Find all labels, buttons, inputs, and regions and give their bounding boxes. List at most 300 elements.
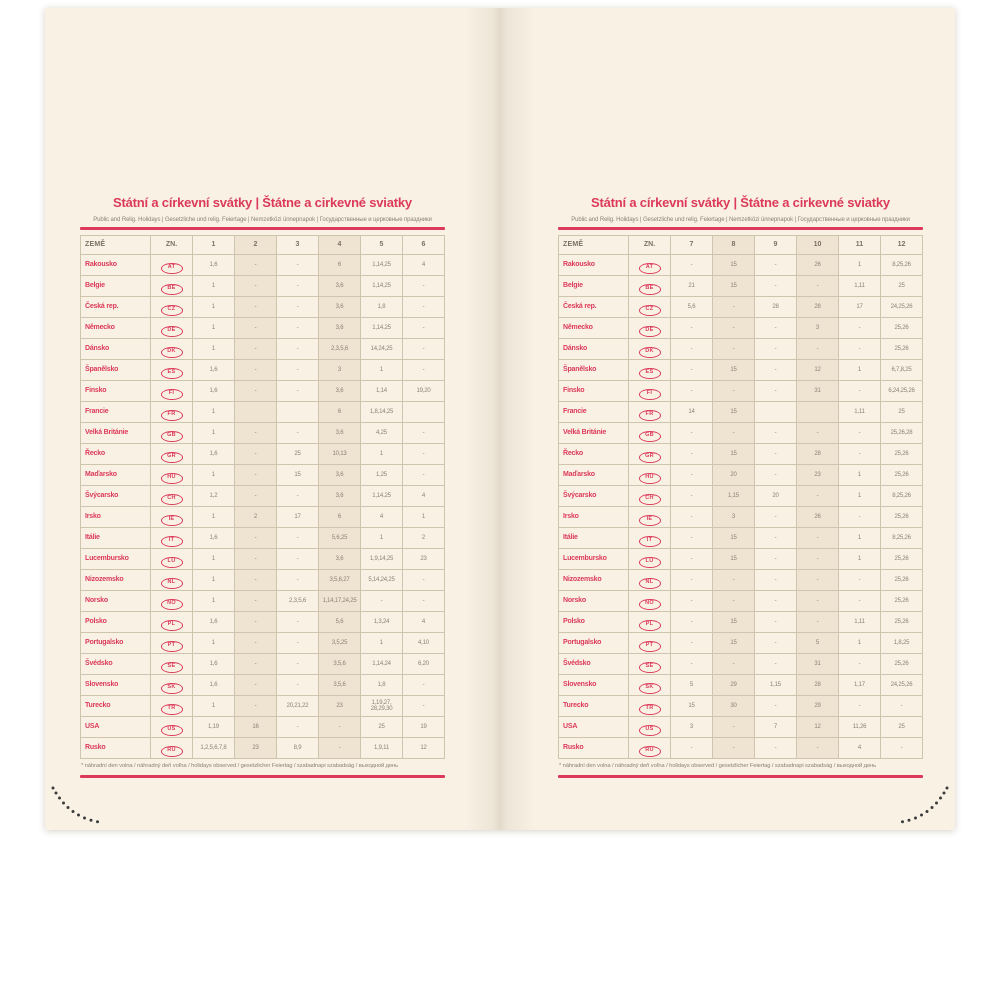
country-label: Rakousko <box>81 255 151 276</box>
country-code-badge: CZ <box>161 305 183 316</box>
table-row <box>559 612 923 633</box>
holiday-cell: - <box>235 696 277 717</box>
holiday-cell: 25,26 <box>881 591 923 612</box>
holiday-cell: - <box>755 381 797 402</box>
country-label: Rakousko <box>559 255 629 276</box>
country-code-badge: GB <box>639 431 661 442</box>
holiday-cell: 23 <box>235 738 277 759</box>
holiday-cell: 1,6 <box>193 444 235 465</box>
country-code-cell <box>629 675 671 696</box>
holiday-cell: - <box>755 318 797 339</box>
bottom-rule <box>80 775 445 778</box>
holiday-cell: 8,25,26 <box>881 255 923 276</box>
table-row <box>559 717 923 738</box>
table-row <box>81 654 445 675</box>
table-row <box>559 528 923 549</box>
column-header-month-5: 5 <box>361 236 403 255</box>
holiday-cell: 1,3,24 <box>361 612 403 633</box>
holiday-cell: - <box>755 276 797 297</box>
holiday-cell: - <box>319 738 361 759</box>
holiday-cell: 2 <box>235 507 277 528</box>
country-code-badge: DK <box>161 347 183 358</box>
holiday-cell: 1,14,24 <box>361 654 403 675</box>
page-left <box>45 8 500 830</box>
holiday-cell: - <box>403 591 445 612</box>
holiday-cell: - <box>235 381 277 402</box>
holiday-cell: 1,14,25 <box>361 318 403 339</box>
holiday-cell: - <box>235 591 277 612</box>
country-code-cell <box>151 276 193 297</box>
country-code-badge: NO <box>161 599 183 610</box>
country-code-cell <box>151 570 193 591</box>
holiday-cell: - <box>797 612 839 633</box>
holiday-cell: 17 <box>277 507 319 528</box>
table-row <box>81 360 445 381</box>
table-row <box>81 318 445 339</box>
holiday-cell: - <box>797 486 839 507</box>
holiday-cell: - <box>755 633 797 654</box>
country-code-cell <box>629 255 671 276</box>
holiday-cell: 3 <box>713 507 755 528</box>
holiday-cell: - <box>235 423 277 444</box>
holiday-cell: - <box>403 696 445 717</box>
column-header-month-3: 3 <box>277 236 319 255</box>
holiday-cell: 1,15 <box>713 486 755 507</box>
holiday-cell: 5 <box>797 633 839 654</box>
column-header-month-8: 8 <box>713 236 755 255</box>
holiday-cell: - <box>671 633 713 654</box>
country-code-cell <box>151 339 193 360</box>
country-label: Slovensko <box>81 675 151 696</box>
country-label: Polsko <box>81 612 151 633</box>
table-row <box>81 255 445 276</box>
holiday-cell: 1 <box>839 528 881 549</box>
holiday-cell: 12 <box>403 738 445 759</box>
holiday-cell <box>277 402 319 423</box>
column-header-month-7: 7 <box>671 236 713 255</box>
table-row <box>559 570 923 591</box>
country-label: Belgie <box>81 276 151 297</box>
country-label: Norsko <box>81 591 151 612</box>
holiday-cell: - <box>713 570 755 591</box>
holiday-cell: 12 <box>797 360 839 381</box>
holiday-cell: - <box>755 591 797 612</box>
holiday-cell: 3,6 <box>319 423 361 444</box>
bottom-rule <box>558 775 923 778</box>
holiday-cell: 6 <box>319 402 361 423</box>
country-label: Velká Británie <box>559 423 629 444</box>
country-code-badge: NL <box>161 578 183 589</box>
holiday-cell: 3 <box>797 318 839 339</box>
country-label: Maďarsko <box>559 465 629 486</box>
holiday-cell: 20,21,22 <box>277 696 319 717</box>
holiday-cell: - <box>713 318 755 339</box>
country-code-cell <box>629 633 671 654</box>
holiday-cell: - <box>797 591 839 612</box>
holiday-cell: - <box>235 633 277 654</box>
holiday-cell: - <box>403 276 445 297</box>
holiday-cell: 1 <box>193 591 235 612</box>
table-row <box>81 549 445 570</box>
holiday-cell: - <box>755 549 797 570</box>
holiday-cell: 25,26 <box>881 507 923 528</box>
holiday-cell: - <box>671 360 713 381</box>
table-row <box>559 675 923 696</box>
holiday-cell: - <box>235 255 277 276</box>
holiday-cell: - <box>839 696 881 717</box>
column-header-month-11: 11 <box>839 236 881 255</box>
holiday-cell: - <box>671 486 713 507</box>
holiday-cell: - <box>881 696 923 717</box>
holiday-cell: 1 <box>403 507 445 528</box>
country-code-cell <box>629 591 671 612</box>
country-label: Itálie <box>81 528 151 549</box>
country-code-cell <box>629 318 671 339</box>
holiday-cell: 1,14,25 <box>361 486 403 507</box>
country-code-cell <box>629 297 671 318</box>
holiday-cell: 1 <box>361 360 403 381</box>
country-code-badge: FI <box>639 389 661 400</box>
country-label: USA <box>81 717 151 738</box>
holiday-cell: 1,15 <box>755 675 797 696</box>
column-header-month-12: 12 <box>881 236 923 255</box>
holiday-cell: - <box>713 297 755 318</box>
holiday-cell: 25,26 <box>881 654 923 675</box>
country-code-badge: GB <box>161 431 183 442</box>
holiday-cell: 14,24,25 <box>361 339 403 360</box>
holiday-cell: 1,2,5,6,7,8 <box>193 738 235 759</box>
holiday-cell: - <box>671 423 713 444</box>
holiday-cell: 5 <box>671 675 713 696</box>
holiday-cell: 4,25 <box>361 423 403 444</box>
country-code-badge: PL <box>161 620 183 631</box>
country-label: Řecko <box>559 444 629 465</box>
holiday-cell: 3,6 <box>319 549 361 570</box>
holiday-cell: 2,3,5,6 <box>319 339 361 360</box>
holiday-cell: - <box>839 423 881 444</box>
holiday-cell: - <box>755 696 797 717</box>
table-row <box>559 318 923 339</box>
holiday-cell: 1,8 <box>361 675 403 696</box>
holiday-cell: 1 <box>193 507 235 528</box>
holiday-cell: 15 <box>713 444 755 465</box>
holiday-cell: 1 <box>839 486 881 507</box>
page-right <box>500 8 955 830</box>
holiday-cell: 30 <box>713 696 755 717</box>
table-row <box>81 528 445 549</box>
country-label: Švýcarsko <box>81 486 151 507</box>
holiday-cell: - <box>277 318 319 339</box>
country-code-cell <box>151 423 193 444</box>
holiday-cell: 5,6,25 <box>319 528 361 549</box>
holiday-cell: 1 <box>839 633 881 654</box>
holiday-cell: 1,6 <box>193 360 235 381</box>
table-row <box>81 402 445 423</box>
holiday-cell: - <box>235 528 277 549</box>
country-label: Rusko <box>559 738 629 759</box>
holiday-cell: - <box>839 444 881 465</box>
country-label: Dánsko <box>81 339 151 360</box>
holiday-cell: 3,5,6,27 <box>319 570 361 591</box>
holiday-cell: 29 <box>713 675 755 696</box>
country-code-badge: TR <box>161 704 183 715</box>
country-label: Belgie <box>559 276 629 297</box>
holiday-cell: - <box>671 738 713 759</box>
holiday-cell <box>755 402 797 423</box>
holiday-cell: 31 <box>797 654 839 675</box>
column-header-country: ZEMĚ <box>559 236 629 255</box>
table-row <box>559 486 923 507</box>
holiday-cell: 15 <box>713 255 755 276</box>
country-code-badge: AT <box>639 263 661 274</box>
holiday-cell <box>797 402 839 423</box>
top-rule <box>80 227 445 230</box>
holiday-cell: 15 <box>713 402 755 423</box>
table-row <box>81 738 445 759</box>
holiday-cell: 1,25 <box>361 465 403 486</box>
holiday-cell: - <box>713 738 755 759</box>
holiday-cell: 25,26 <box>881 612 923 633</box>
holiday-cell: 1,6 <box>193 255 235 276</box>
table-row <box>81 507 445 528</box>
holiday-cell: 25,26 <box>881 339 923 360</box>
holiday-cell: 25 <box>361 717 403 738</box>
holiday-cell: - <box>277 612 319 633</box>
country-code-badge: ES <box>639 368 661 379</box>
holiday-cell: - <box>671 318 713 339</box>
holiday-cell: - <box>235 339 277 360</box>
country-label: Norsko <box>559 591 629 612</box>
table-row <box>559 633 923 654</box>
holiday-cell: 4 <box>403 612 445 633</box>
country-code-cell <box>151 297 193 318</box>
holiday-cell: 3,6 <box>319 276 361 297</box>
country-code-badge: SE <box>639 662 661 673</box>
holiday-cell: 1 <box>361 633 403 654</box>
holiday-cell: 1,19,27, 28,29,30 <box>361 696 403 717</box>
country-code-cell <box>151 549 193 570</box>
table-row <box>81 444 445 465</box>
holiday-cell: - <box>755 465 797 486</box>
holiday-cell: 15 <box>713 612 755 633</box>
holiday-cell: 5,6 <box>671 297 713 318</box>
holiday-cell: - <box>277 675 319 696</box>
country-code-cell <box>151 465 193 486</box>
holiday-cell: 3,5,6 <box>319 654 361 675</box>
holiday-cell: - <box>755 360 797 381</box>
holiday-cell: - <box>235 549 277 570</box>
country-label: Lucembursko <box>559 549 629 570</box>
holiday-cell: 8,9 <box>277 738 319 759</box>
country-label: Španělsko <box>81 360 151 381</box>
table-row <box>559 654 923 675</box>
country-label: Rusko <box>81 738 151 759</box>
holiday-cell: - <box>671 528 713 549</box>
holiday-cell: - <box>671 465 713 486</box>
holiday-cell: - <box>713 591 755 612</box>
holiday-cell: 1 <box>193 570 235 591</box>
holiday-cell: - <box>361 591 403 612</box>
holiday-cell: 3 <box>319 360 361 381</box>
holiday-cell: 6 <box>319 507 361 528</box>
holiday-cell: 15 <box>713 633 755 654</box>
holiday-cell: - <box>839 654 881 675</box>
column-header-country: ZEMĚ <box>81 236 151 255</box>
holiday-cell: 5,14,24,25 <box>361 570 403 591</box>
country-code-badge: US <box>639 725 661 736</box>
holiday-cell: - <box>671 549 713 570</box>
holiday-cell: 15 <box>713 528 755 549</box>
country-code-cell <box>151 633 193 654</box>
table-row <box>81 696 445 717</box>
holiday-cell: 1,11 <box>839 612 881 633</box>
holiday-cell: - <box>403 675 445 696</box>
country-label: Portugalsko <box>559 633 629 654</box>
holiday-cell: 25,26 <box>881 318 923 339</box>
holiday-cell: 10,13 <box>319 444 361 465</box>
holiday-cell: 19 <box>403 717 445 738</box>
holiday-cell: 23 <box>403 549 445 570</box>
holiday-cell: 21 <box>671 276 713 297</box>
holiday-cell: 15 <box>713 276 755 297</box>
table-row <box>81 381 445 402</box>
holiday-cell: 17 <box>839 297 881 318</box>
country-code-cell <box>629 444 671 465</box>
country-code-cell <box>629 507 671 528</box>
holiday-cell: - <box>671 612 713 633</box>
country-code-badge: IE <box>639 515 661 526</box>
holiday-cell: 26 <box>797 255 839 276</box>
table-row <box>81 423 445 444</box>
country-code-cell <box>151 675 193 696</box>
holiday-cell: 1,14,17,24,25 <box>319 591 361 612</box>
table-row <box>559 696 923 717</box>
holiday-cell: 31 <box>797 381 839 402</box>
country-code-cell <box>629 528 671 549</box>
country-code-cell <box>629 360 671 381</box>
holiday-cell: 3,6 <box>319 297 361 318</box>
holiday-cell: 29 <box>797 696 839 717</box>
holiday-cell: - <box>403 297 445 318</box>
country-code-badge: TR <box>639 704 661 715</box>
holiday-cell: 26 <box>797 507 839 528</box>
table-row <box>559 423 923 444</box>
country-label: Turecko <box>559 696 629 717</box>
country-code-cell <box>151 528 193 549</box>
holiday-cell: - <box>277 276 319 297</box>
country-code-cell <box>629 549 671 570</box>
country-code-cell <box>151 738 193 759</box>
country-code-badge: FI <box>161 389 183 400</box>
holiday-cell: - <box>403 570 445 591</box>
table-row <box>81 339 445 360</box>
country-label: Švédsko <box>81 654 151 675</box>
holiday-cell: 1,6 <box>193 675 235 696</box>
holiday-cell: - <box>235 486 277 507</box>
country-code-badge: GR <box>639 452 661 463</box>
country-code-cell <box>629 612 671 633</box>
holiday-cell: 23 <box>797 465 839 486</box>
holiday-cell: 1 <box>839 255 881 276</box>
country-label: Lucembursko <box>81 549 151 570</box>
holiday-cell: 1,9,11 <box>361 738 403 759</box>
country-code-badge: PT <box>639 641 661 652</box>
holiday-cell: - <box>403 444 445 465</box>
country-label: Německo <box>81 318 151 339</box>
country-label: Nizozemsko <box>559 570 629 591</box>
holiday-cell: - <box>755 738 797 759</box>
country-code-cell <box>151 381 193 402</box>
holiday-cell: - <box>277 486 319 507</box>
table-row <box>559 591 923 612</box>
country-code-badge: BE <box>639 284 661 295</box>
country-code-cell <box>151 255 193 276</box>
country-code-cell <box>629 465 671 486</box>
holiday-cell: 20 <box>713 465 755 486</box>
holiday-cell: 1 <box>839 549 881 570</box>
holiday-cell: 1 <box>193 297 235 318</box>
holiday-cell: 25,26 <box>881 570 923 591</box>
holiday-cell: 1 <box>361 528 403 549</box>
holiday-cell: 1,6 <box>193 528 235 549</box>
holiday-cell: 1,6 <box>193 381 235 402</box>
holiday-cell: 1,9,14,25 <box>361 549 403 570</box>
country-code-badge: CH <box>639 494 661 505</box>
country-label: Turecko <box>81 696 151 717</box>
holiday-cell: - <box>797 339 839 360</box>
country-code-cell <box>151 717 193 738</box>
country-code-cell <box>151 402 193 423</box>
holiday-cell: - <box>713 381 755 402</box>
holiday-cell: - <box>403 423 445 444</box>
holiday-cell: - <box>235 675 277 696</box>
holiday-cell: - <box>755 612 797 633</box>
holiday-cell: 19,20 <box>403 381 445 402</box>
country-label: Řecko <box>81 444 151 465</box>
country-label: Dánsko <box>559 339 629 360</box>
table-row <box>559 507 923 528</box>
holiday-cell: 3,6 <box>319 381 361 402</box>
holiday-cell: - <box>671 507 713 528</box>
table-row <box>81 570 445 591</box>
country-label: Finsko <box>81 381 151 402</box>
table-row <box>559 549 923 570</box>
country-label: Itálie <box>559 528 629 549</box>
holiday-cell: 1,14,25 <box>361 276 403 297</box>
country-code-cell <box>151 444 193 465</box>
holiday-cell: 1 <box>193 276 235 297</box>
country-label: Švédsko <box>559 654 629 675</box>
column-header-code: ZN. <box>151 236 193 255</box>
country-code-badge: IE <box>161 515 183 526</box>
country-label: Německo <box>559 318 629 339</box>
top-rule <box>558 227 923 230</box>
table-row <box>81 717 445 738</box>
holiday-cell: - <box>277 297 319 318</box>
country-code-badge: IT <box>161 536 183 547</box>
country-code-cell <box>151 654 193 675</box>
table-row <box>81 276 445 297</box>
holiday-cell: 6 <box>319 255 361 276</box>
holiday-cell: 24,25,26 <box>881 675 923 696</box>
holiday-cell: 6,20 <box>403 654 445 675</box>
holiday-cell: 8,25,26 <box>881 528 923 549</box>
holiday-cell: - <box>235 318 277 339</box>
holidays-table-jul-dec <box>558 235 923 759</box>
holiday-cell: 15 <box>713 360 755 381</box>
country-code-badge: RU <box>161 746 183 757</box>
holiday-cell: 3,6 <box>319 465 361 486</box>
